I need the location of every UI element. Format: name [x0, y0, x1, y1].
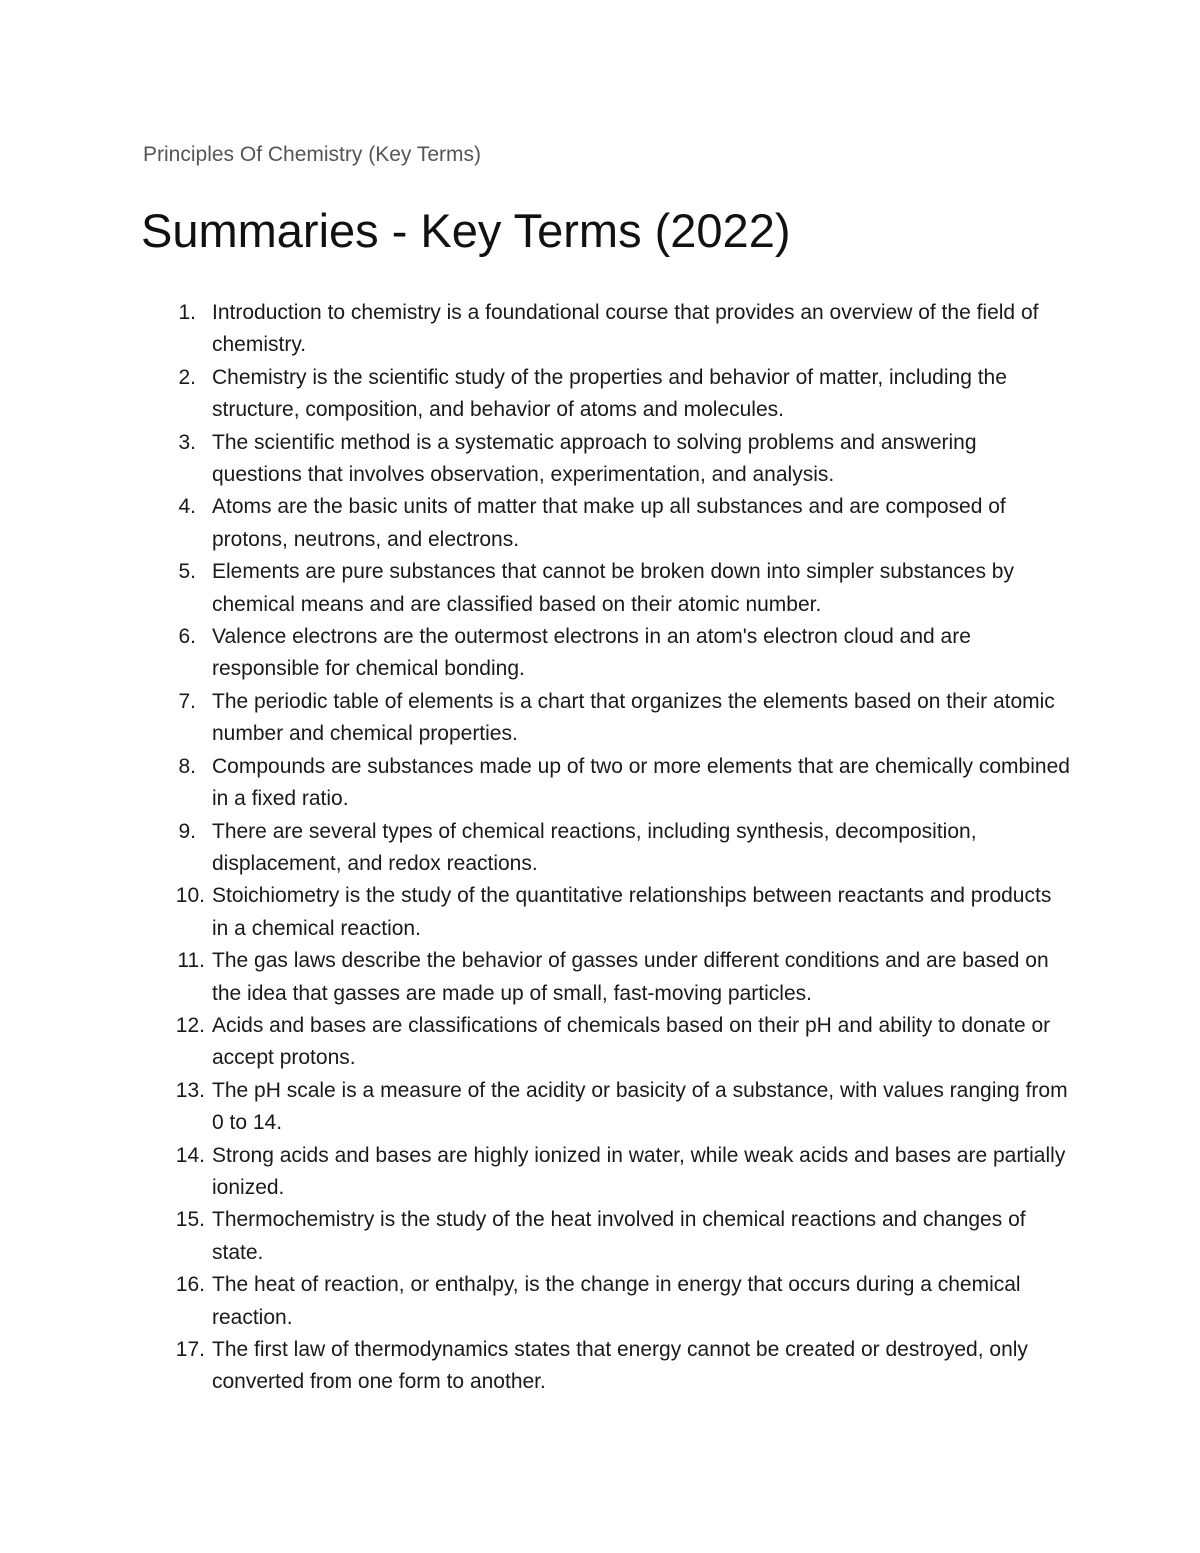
list-item	[0, 427, 1072, 492]
list-item-number: 5.	[178, 560, 196, 584]
list-item	[0, 751, 1072, 816]
list-item-text: The first law of thermodynamics states that energy cannot be created or destroyed, only converted from one form to another.	[212, 1338, 1028, 1394]
list-item-number: 12.	[175, 1013, 205, 1037]
list-item-text: Chemistry is the scientific study of the properties and behavior of matter, including the structure, composition, and behavior of atoms and molecules.	[212, 365, 1007, 422]
list-item-number: 1.	[178, 301, 196, 324]
list-item	[0, 621, 1072, 686]
list-item-number: 10.	[175, 884, 205, 908]
list-item-text: Valence electrons are the outermost electrons in an atom's electron cloud and are responsible for chemical bonding.	[212, 625, 971, 681]
list-item	[0, 686, 1072, 751]
list-item-number: 9.	[178, 819, 196, 843]
list-item-number: 14.	[175, 1143, 205, 1167]
document-subtitle: Principles Of Chemistry (Key Terms)	[143, 143, 482, 166]
list-item-number: 7.	[178, 689, 196, 713]
list-item	[0, 1075, 1072, 1140]
list-item-text: The pH scale is a measure of the acidity or basicity of a substance, with values ranging from 0 to 14.	[212, 1078, 1068, 1135]
list-item-text: Acids and bases are classifications of chemicals based on their pH and ability to donate or accept protons.	[212, 1013, 1051, 1070]
list-item-text: Introduction to chemistry is a foundational course that provides an overview of the field of chemistry.	[212, 301, 1039, 357]
list-item	[0, 816, 1072, 881]
list-item-number: 2.	[178, 365, 196, 389]
list-item-number: 13.	[175, 1078, 205, 1102]
list-item-number: 17.	[175, 1338, 205, 1361]
list-item-number: 15.	[175, 1208, 205, 1232]
list-item-text: There are several types of chemical reactions, including synthesis, decomposition, displacement, and redox reactions.	[212, 819, 977, 875]
list-item-number: 3.	[178, 430, 196, 454]
list-item-number: 4.	[178, 495, 196, 519]
list-item-text: Atoms are the basic units of matter that make up all substances and are composed of protons, neutrons, and electrons.	[212, 495, 1006, 551]
list-item-text: Compounds are substances made up of two or more elements that are chemically combined in a fixed ratio.	[212, 754, 1070, 811]
key-terms-list	[0, 297, 1200, 1399]
list-item	[0, 297, 1072, 362]
list-item	[0, 1140, 1072, 1205]
list-item	[0, 1010, 1072, 1075]
list-item-text: Strong acids and bases are highly ionized in water, while weak acids and bases are partially ionized.	[212, 1143, 1066, 1199]
list-item-text: Stoichiometry is the study of the quantitative relationships between reactants and products in a chemical reaction.	[212, 884, 1052, 940]
list-item	[0, 1269, 1072, 1334]
list-item	[0, 491, 1072, 556]
list-item	[0, 880, 1072, 945]
list-item	[0, 1334, 1072, 1399]
list-item-number: 16.	[175, 1273, 205, 1297]
list-item	[0, 556, 1072, 621]
list-item-text: The heat of reaction, or enthalpy, is the change in energy that occurs during a chemical reaction.	[212, 1273, 1021, 1329]
list-item-text: The gas laws describe the behavior of gasses under different conditions and are based on the idea that gasses are made up of small, fast-moving particles.	[212, 949, 1049, 1005]
list-item-text: The scientific method is a systematic approach to solving problems and answering questions that involves observation, experimentation, and analysis.	[212, 430, 977, 487]
list-item-number: 8.	[178, 754, 196, 778]
list-item-number: 6.	[178, 625, 196, 649]
list-item	[0, 945, 1072, 1010]
list-item-text: Thermochemistry is the study of the heat involved in chemical reactions and changes of state.	[212, 1208, 1026, 1264]
list-item	[0, 1204, 1072, 1269]
document-title: Summaries - Key Terms (2022)	[141, 204, 791, 257]
list-item	[0, 362, 1072, 427]
list-item-text: Elements are pure substances that cannot be broken down into simpler substances by chemical means and are classified based on their atomic number.	[212, 560, 1014, 616]
list-item-number: 11.	[177, 949, 205, 973]
list-item-text: The periodic table of elements is a chart that organizes the elements based on their atomic number and chemical properties.	[212, 689, 1055, 746]
